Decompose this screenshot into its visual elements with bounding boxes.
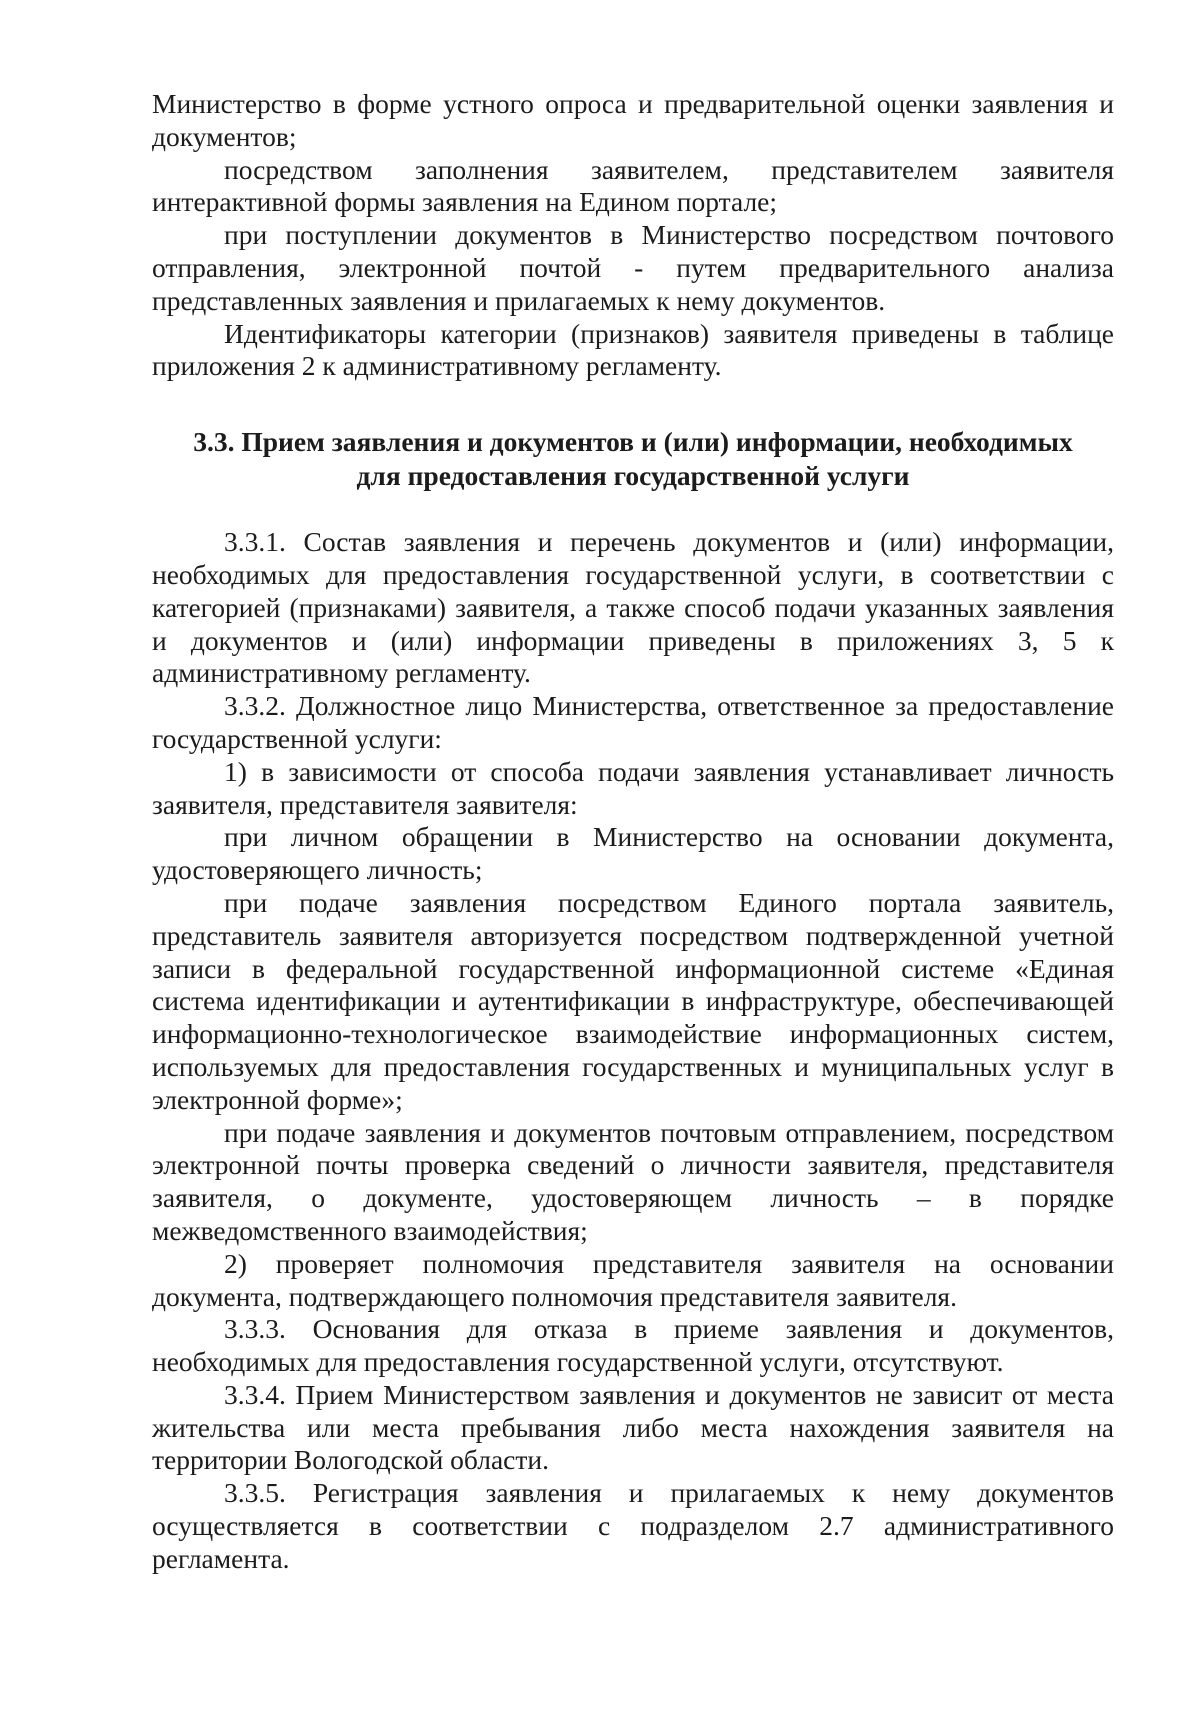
paragraph-portal-auth: при подаче заявления посредством Единого портала заявитель, представитель заявителя авторизуется посредством подтвержденной учетной записи в федеральной государственной информационной системе «Единая система идентификации и аутентификации в инфраструктуре, обеспечивающей информационно-технологическое взаимодействие информационных систем, используемых для предоставления государственных и муниципальных услуг в электронной форме»; — [152, 886, 1114, 1115]
section-heading-3-3: 3.3. Прием заявления и документов и (или) информации, необходимых для предоставления государственной услуги — [193, 426, 1073, 492]
paragraph-identifiers: Идентификаторы категории (признаков) заявителя приведены в таблице приложения 2 к административному регламенту. — [152, 317, 1114, 382]
paragraph-personal-visit: при личном обращении в Министерство на основании документа, удостоверяющего личность; — [152, 821, 1114, 886]
document-body — [152, 88, 1114, 1576]
paragraph-item-1: 1) в зависимости от способа подачи заявления устанавливает личность заявителя, представителя заявителя: — [152, 755, 1114, 820]
paragraph-3-3-4: 3.3.4. Прием Министерством заявления и документов не зависит от места жительства или места пребывания либо места нахождения заявителя на территории Вологодской области. — [152, 1378, 1114, 1476]
paragraph-postal-analysis: при поступлении документов в Министерство посредством почтового отправления, электронной почтой - путем предварительного анализа представленных заявления и прилагаемых к нему документов. — [152, 219, 1114, 316]
paragraph-continuation: Министерство в форме устного опроса и предварительной оценки заявления и документов; — [152, 88, 1114, 152]
paragraph-postal-check: при подаче заявления и документов почтовым отправлением, посредством электронной почты проверка сведений о личности заявителя, представителя заявителя, о документе, удостоверяющем личность – в порядке межведомственного взаимодействия; — [152, 1116, 1114, 1246]
paragraph-item-2: 2) проверяет полномочия представителя заявителя на основании документа, подтверждающего полномочия представителя заявителя. — [152, 1247, 1114, 1312]
paragraph-3-3-5: 3.3.5. Регистрация заявления и прилагаемых к нему документов осуществляется в соответствии с подразделом 2.7 административного регламента. — [152, 1477, 1114, 1574]
paragraph-3-3-1: 3.3.1. Состав заявления и перечень документов и (или) информации, необходимых для предоставления государственной услуги, в соответствии с категорией (признаками) заявителя, а также способ подачи указанных заявления и документов и (или) информации приведены в приложениях 3, 5 к административному регламенту. — [152, 526, 1114, 689]
paragraph-3-3-3: 3.3.3. Основания для отказа в приеме заявления и документов, необходимых для предоставления государственной услуги, отсутствуют. — [152, 1313, 1114, 1378]
paragraph-3-3-2: 3.3.2. Должностное лицо Министерства, ответственное за предоставление государственной услуги: — [152, 690, 1114, 754]
paragraph-interactive-form: посредством заполнения заявителем, представителем заявителя интерактивной формы заявления на Едином портале; — [152, 153, 1114, 218]
